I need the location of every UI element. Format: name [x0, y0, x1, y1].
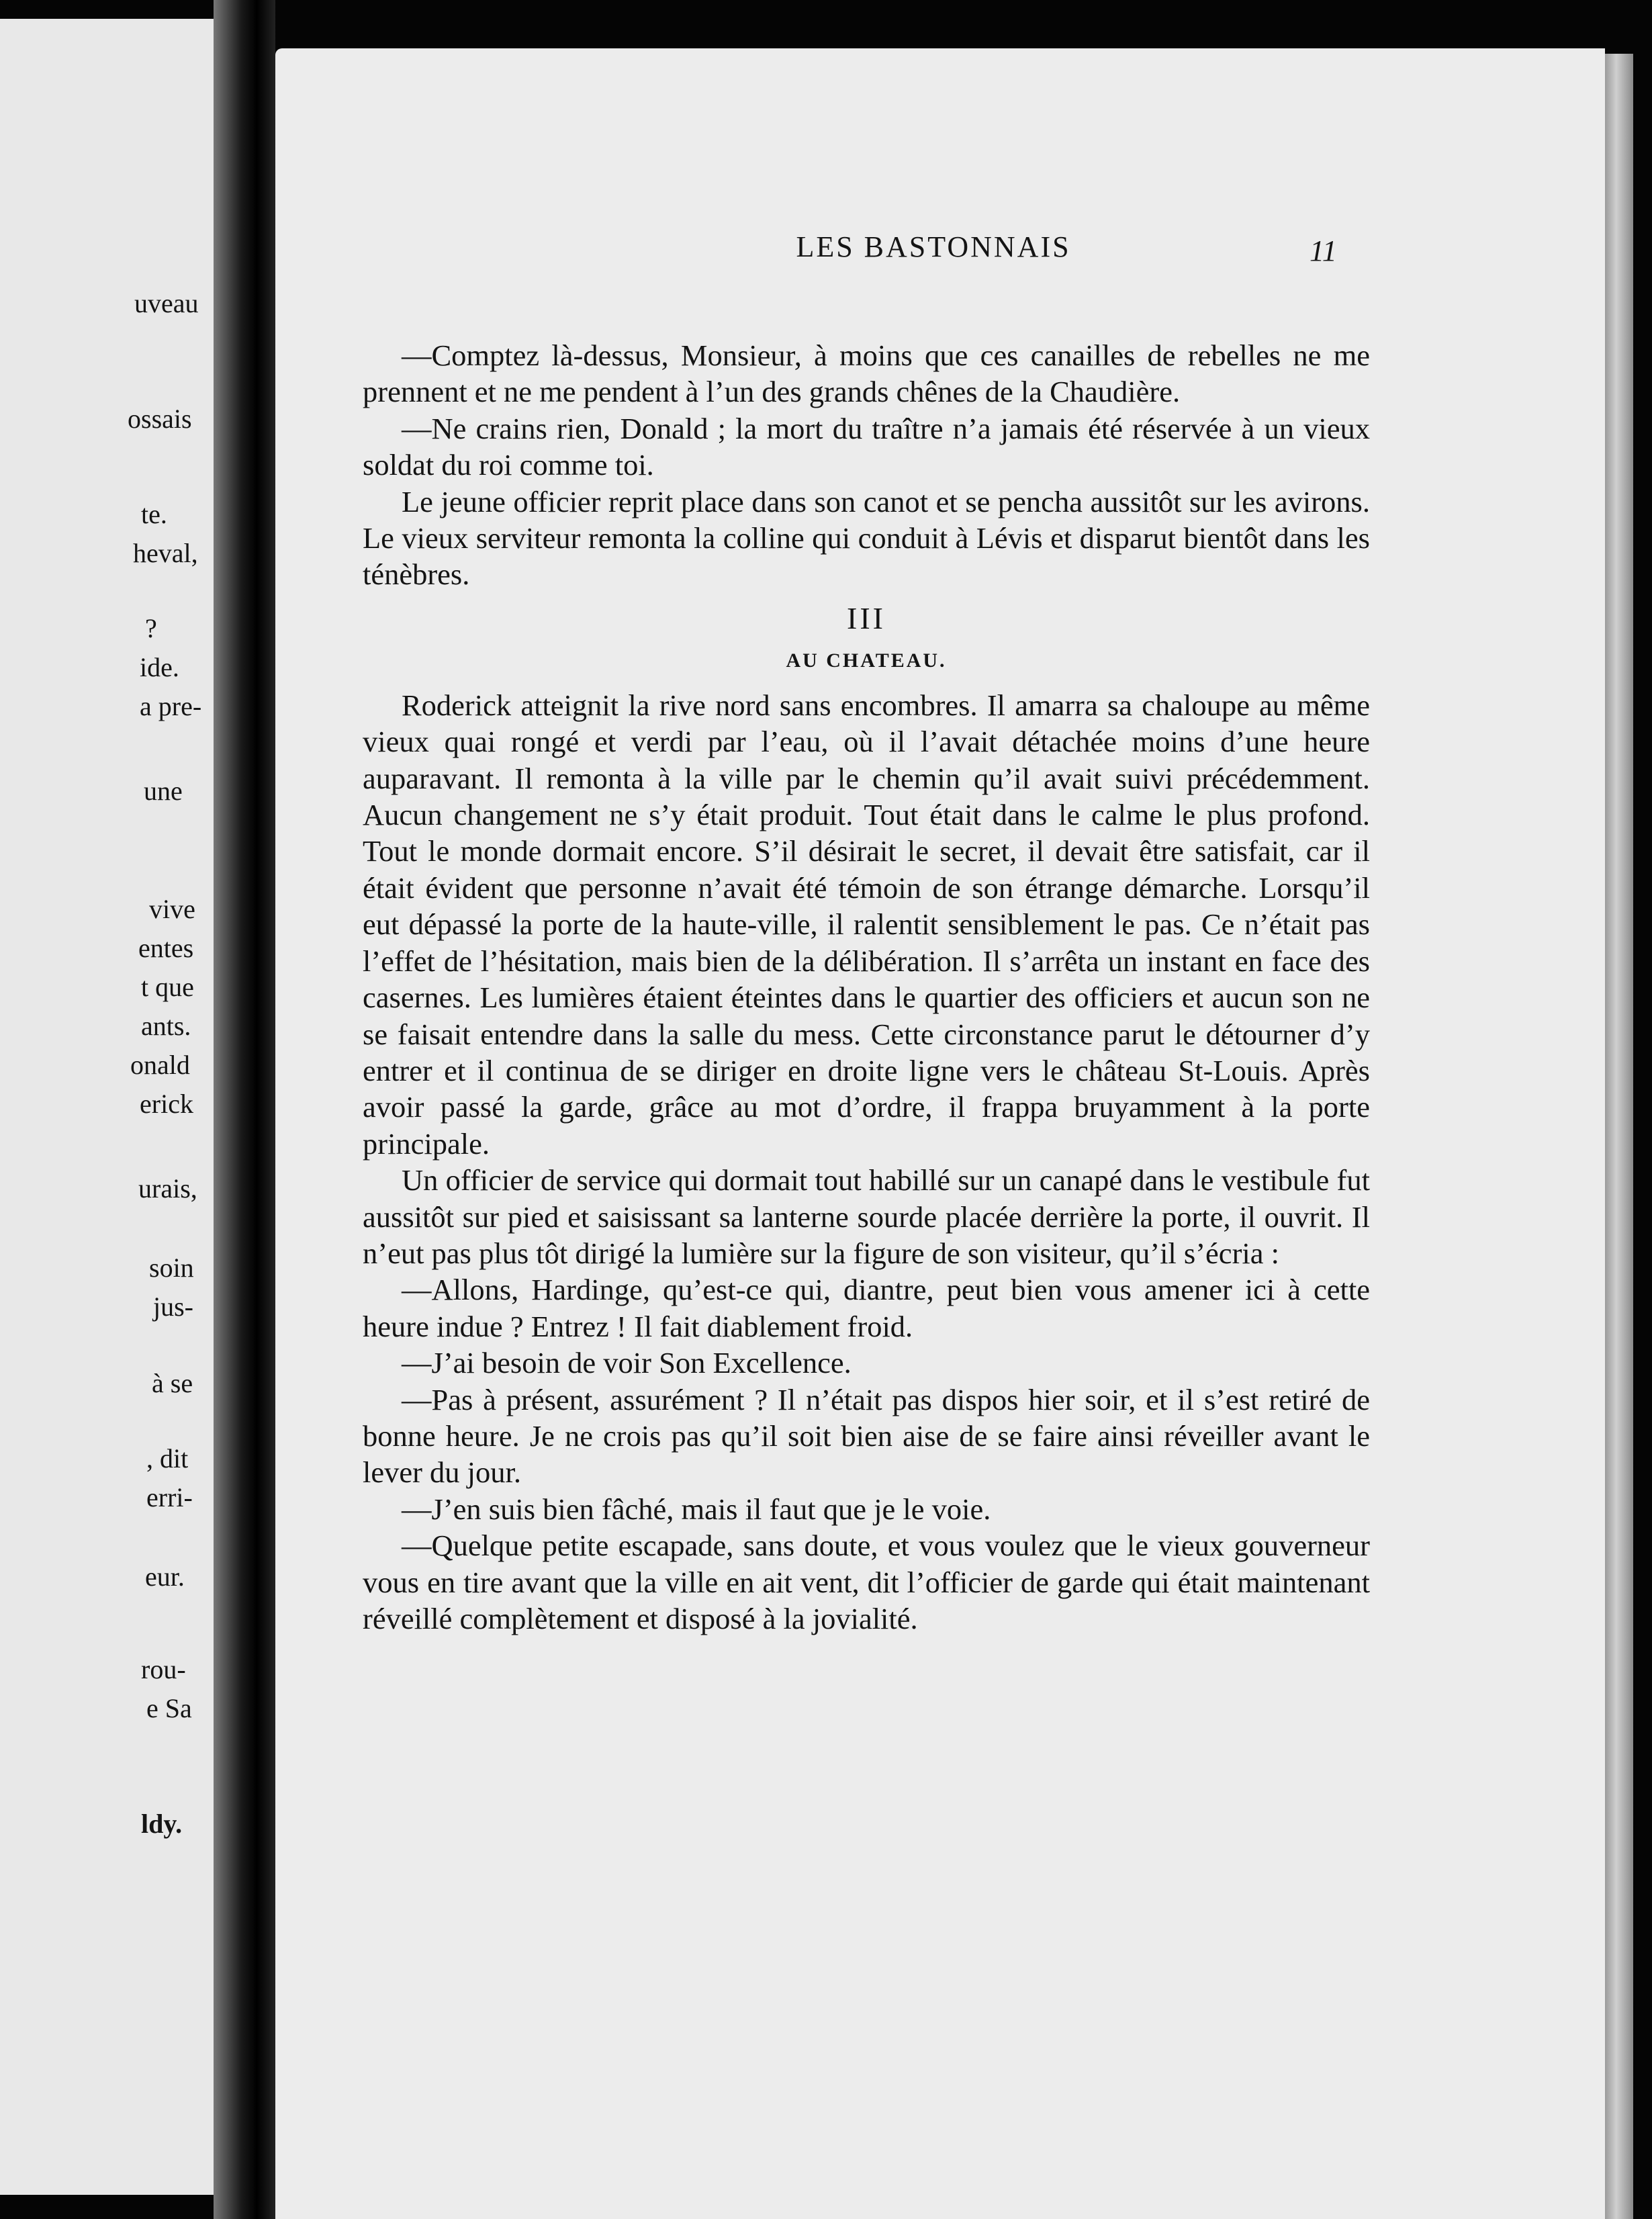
page-stack-edge [1605, 54, 1633, 2219]
left-page-fragment: entes [138, 933, 194, 963]
left-page-fragment: erick [140, 1089, 193, 1119]
paragraph: —Ne crains rien, Donald ; la mort du traître n’a jamais été réservée à un vieux soldat du roi comme toi. [363, 411, 1370, 482]
left-page-fragment: ossais [128, 404, 192, 434]
left-page-fragment: ide. [140, 652, 179, 682]
body-text [363, 337, 1370, 1637]
paragraph: —Pas à présent, assurément ? Il n’était pas dispos hier soir, et il s’est retiré de bonne heure. Je ne crois pas qu’il soit bien aise de se faire ainsi réveiller avant le lever du jour. [363, 1382, 1370, 1490]
left-page-fragment: ants. [141, 1011, 191, 1041]
running-title: LES BASTONNAIS [796, 230, 1071, 263]
left-page-fragment: e Sa [146, 1693, 192, 1723]
paragraph: —J’ai besoin de voir Son Excellence. [402, 1346, 852, 1380]
paragraph: —Quelque petite escapade, sans doute, et vous voulez que le vieux gouverneur vous en tire avant que la ville en ait vent, dit l’officier de garde qui était maintenant réveillé complètement et disposé à la jovialité. [363, 1529, 1370, 1635]
left-page-fragment: urais, [138, 1173, 197, 1204]
paragraph: Roderick atteignit la rive nord sans encombres. Il amarra sa chaloupe au même vieux quai rongé et verdi par l’eau, où il l’avait détachée moins d’une heure auparavant. Il remonta à la ville par le chemin qu’il avait suivi précédemment. Aucun changement ne s’y était produit. Tout était dans le calme le plus profond. Tout le monde dormait encore. S’il désirait le secret, il devait être satisfait, car il était évident que personne n’avait été témoin de son étrange démarche. Lorsqu’il eut dépassé la porte de la haute-ville, il ralentit sensiblement le pas. Ce n’était pas l’effet de l’hésitation, mais bien de la délibération. Il s’arrêta un instant en face des casernes. Les lumières étaient éteintes dans le quartier des officiers et aucun son ne se faisait entendre dans la salle du mess. Cette circonstance parut le détourner d’y entrer et il continua de se diriger en droite ligne vers le château St-Louis. Après avoir passé la garde, grâce au mot d’ordre, il frappa bruyamment à la porte principale. [363, 688, 1370, 1161]
page-header [275, 230, 1605, 270]
left-page-fragment: soin [149, 1253, 194, 1283]
left-page-fragment: te. [141, 499, 167, 529]
book-page [275, 48, 1605, 2219]
left-page-edge [0, 19, 214, 2195]
left-page-fragment: onald [130, 1050, 190, 1080]
left-page-fragment: à se [152, 1368, 193, 1398]
left-page-fragment: heval, [133, 538, 198, 568]
paragraph: —Allons, Hardinge, qu’est-ce qui, diantre, peut bien vous amener ici à cette heure indue ? Entrez ! Il fait diablement froid. [363, 1273, 1370, 1343]
left-page-fragment: jus- [153, 1292, 193, 1322]
left-page-fragment: ldy. [141, 1809, 183, 1839]
paragraph: Le jeune officier reprit place dans son canot et se pencha aussitôt sur les avirons. Le vieux serviteur remonta la colline qui conduit à Lévis et disparut bientôt dans les ténèbres. [363, 484, 1370, 592]
paragraph: Un officier de service qui dormait tout habillé sur un canapé dans le vestibule fut aussitôt sur pied et saisissant sa lanterne sourde placée derrière la porte, il ouvrit. Il n’eut pas plus tôt dirigé la lumière sur la figure de son visiteur, qu’il s’écria : [363, 1163, 1370, 1270]
left-page-fragment: uveau [134, 288, 199, 318]
left-page-fragment: une [144, 776, 183, 806]
left-page-fragment: , dit [146, 1443, 189, 1474]
left-page-fragment: rou- [141, 1654, 186, 1684]
paragraph: —J’en suis bien fâché, mais il faut que je le voie. [402, 1492, 991, 1526]
left-page-fragment: eur. [145, 1561, 185, 1592]
left-page-fragment: erri- [146, 1482, 193, 1512]
book-gutter [214, 0, 275, 2219]
left-page-fragment: a pre- [140, 691, 202, 721]
chapter-title: AU CHATEAU. [786, 649, 947, 672]
left-page-fragment: ? [145, 613, 157, 643]
left-page-fragment: t que [141, 972, 194, 1002]
chapter-number: III [847, 600, 886, 635]
page-number: 11 [1310, 234, 1337, 267]
left-page-fragment: vive [149, 894, 195, 924]
paragraph: —Comptez là-dessus, Monsieur, à moins que ces canailles de rebelles ne me prennent et ne me pendent à l’un des grands chênes de la Chaudière. [363, 338, 1370, 409]
